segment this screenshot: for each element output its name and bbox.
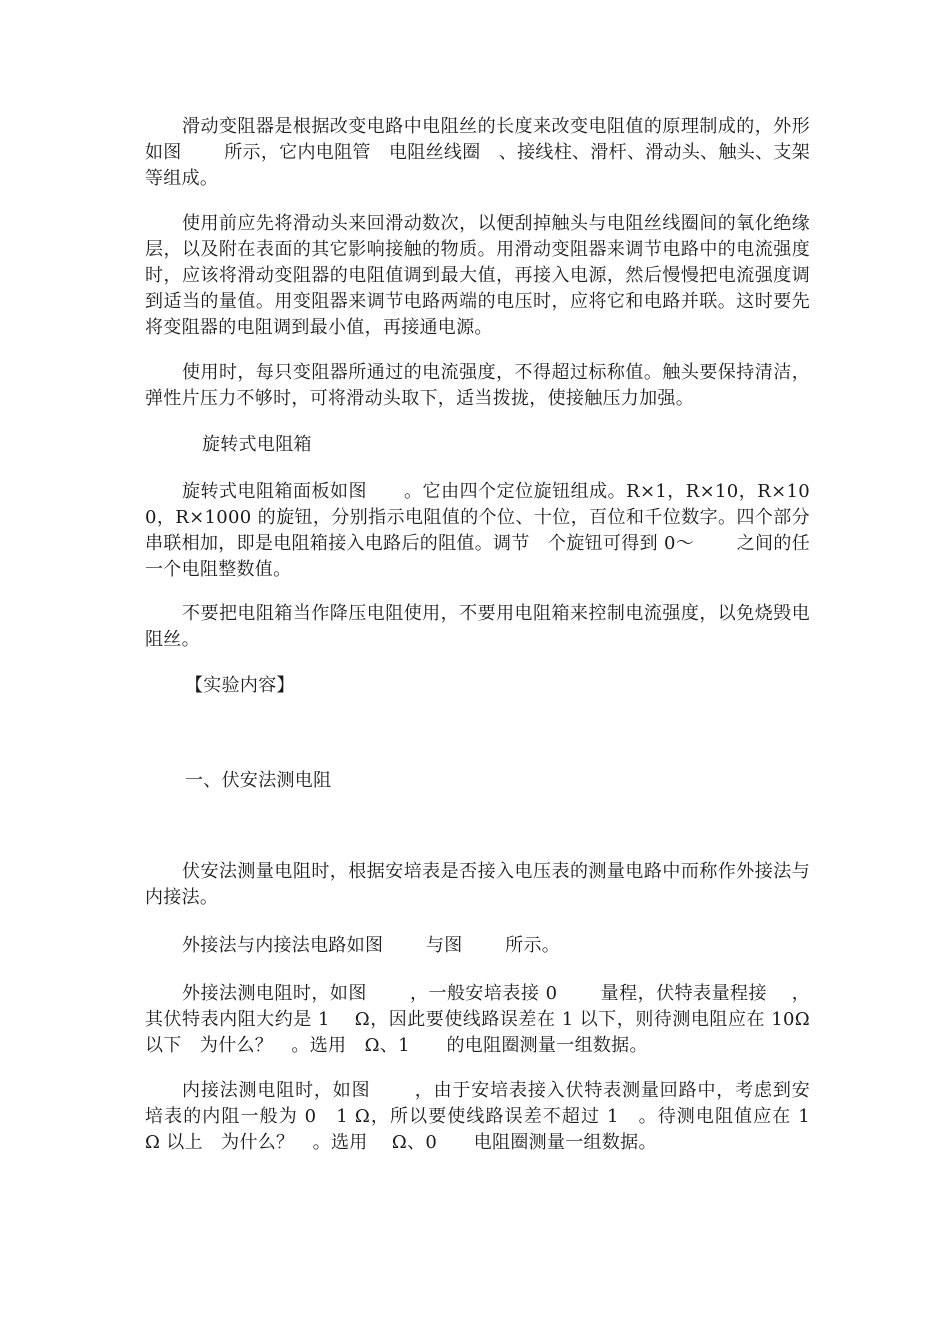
paragraph-voltammetry-intro: 伏安法测量电阻时，根据安培表是否接入电压表的测量电路中而称作外接法与内接法。 xyxy=(145,861,810,908)
heading-voltammetry-method: 一、伏安法测电阻 xyxy=(185,770,332,791)
paragraph-external-connection: 外接法测电阻时，如图 ，一般安培表接 0 量程，伏特表量程接 ，其伏特表内阻大约是 1 Ω，因此要使线路误差在 1 以下，则待测电阻应在 10Ω 以下 为什么？ 。选用 Ω、1 的电阻圈测量一组数据。 xyxy=(145,983,810,1056)
heading-experiment-content: 【实验内容】 xyxy=(185,675,295,696)
paragraph-slide-rheostat-usage: 使用前应先将滑动头来回滑动数次，以便刮掉触头与电阻丝线圈间的氧化绝缘层，以及附在表面的其它影响接触的物质。用滑动变阻器来调节电路中的电流强度时，应该将滑动变阻器的电阻值调到最大值，再接入电源，然后慢慢把电流强度调到适当的量值。用变阻器来调节电路两端的电压时，应将它和电路并联。这时要先将变阻器的电阻调到最小值，再接通电源。 xyxy=(145,213,810,338)
paragraph-rotary-box-warning: 不要把电阻箱当作降压电阻使用，不要用电阻箱来控制电流强度，以免烧毁电阻丝。 xyxy=(145,603,810,650)
paragraph-rotary-box-panel: 旋转式电阻箱面板如图 。它由四个定位旋钮组成。R×1，R×10，R×100，R×1000 的旋钮，分别指示电阻值的个位、十位，百位和千位数字。四个部分串联相加，即是电阻箱接入电路后的阻值。调节 个旋钮可得到 0～ 之间的任一个电阻整数值。 xyxy=(145,481,810,580)
heading-rotary-resistance-box: 旋转式电阻箱 xyxy=(202,434,312,455)
paragraph-slide-rheostat-structure: 滑动变阻器是根据改变电路中电阻丝的长度来改变电阻值的原理制成的，外形如图 所示，它内电阻管 电阻丝线圈 、接线柱、滑杆、滑动头、触头、支架等组成。 xyxy=(145,116,810,189)
paragraph-rheostat-current-limit: 使用时，每只变阻器所通过的电流强度，不得超过标称值。触头要保持清洁，弹性片压力不够时，可将滑动头取下，适当拨拢，使接触压力加强。 xyxy=(145,362,810,409)
paragraph-internal-connection: 内接法测电阻时，如图 ，由于安培表接入伏特表测量回路中，考虑到安培表的内阻一般为 0 1 Ω，所以要使线路误差不超过 1 。待测电阻值应在 1 Ω 以上 为什么？ 。选用 Ω、0 电阻圈测量一组数据。 xyxy=(145,1080,835,1153)
paragraph-circuit-figures: 外接法与内接法电路如图 与图 所示。 xyxy=(182,935,561,956)
